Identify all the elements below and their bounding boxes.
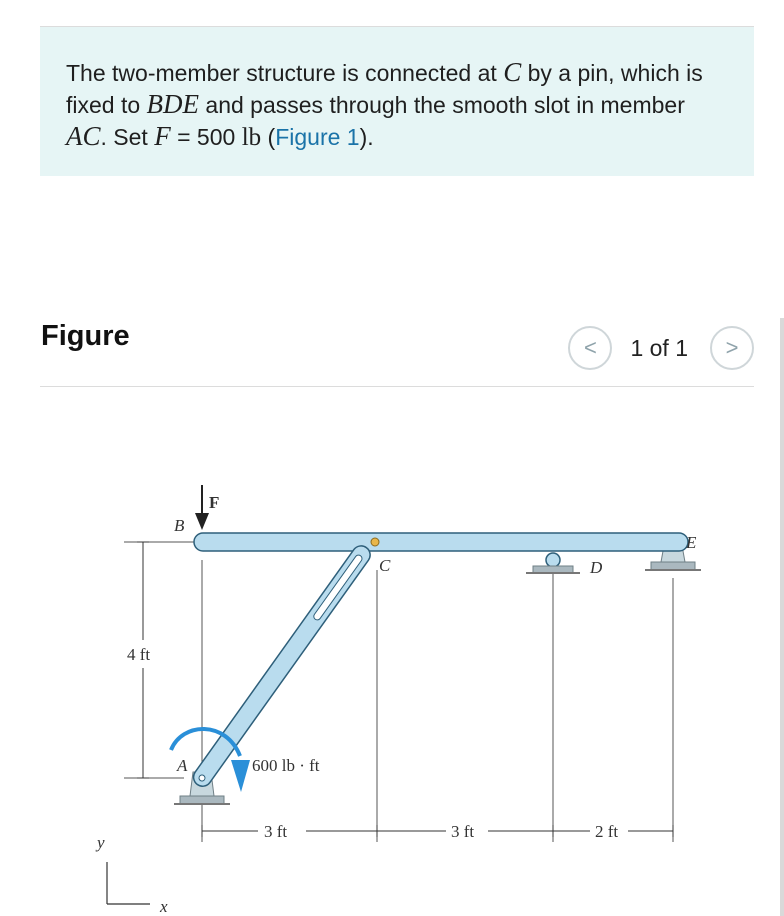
height-label: 4 ft: [127, 645, 151, 664]
label-a: A: [177, 756, 188, 775]
horizontal-dimensions: [202, 822, 673, 841]
math-C: C: [503, 57, 522, 87]
problem-text: and passes through the smooth slot in member: [199, 92, 685, 118]
coordinate-axes: [95, 833, 168, 916]
chevron-right-icon: >: [725, 335, 739, 360]
math-AC: AC: [66, 121, 101, 151]
label-e: E: [686, 533, 697, 552]
label-b: B: [174, 516, 185, 535]
label-c: C: [379, 556, 391, 575]
pin-c: [371, 538, 379, 546]
axis-x-label: x: [160, 897, 168, 916]
problem-text: The two-member structure is connected at: [66, 60, 504, 86]
support-d: [526, 553, 580, 573]
chevron-left-icon: <: [584, 335, 597, 360]
problem-text: (: [261, 124, 276, 150]
moment-arrowhead: [231, 760, 250, 792]
figure-link[interactable]: Figure 1: [275, 124, 360, 150]
member-ac: [190, 542, 374, 789]
label-f: F: [209, 493, 220, 512]
figure-heading: Figure: [41, 320, 130, 352]
math-lb: lb: [241, 124, 262, 151]
problem-text: by a pin, which is fixed to: [66, 60, 703, 118]
force-f-arrow: [195, 485, 209, 530]
figure-page-count: 1 of 1: [630, 334, 688, 361]
height-dimension: [127, 542, 150, 778]
axis-y-label: y: [97, 833, 105, 852]
math-BDE: BDE: [146, 89, 200, 119]
problem-text: . Set: [100, 124, 155, 150]
problem-text: = 500: [170, 124, 242, 150]
moment-label: 600 lb · ft: [252, 756, 320, 775]
math-F: F: [154, 121, 171, 151]
problem-text: ).: [359, 124, 374, 150]
label-d: D: [590, 558, 603, 577]
dim-label-2: 3 ft: [451, 822, 475, 841]
member-bde: [194, 533, 688, 551]
dim-label-1: 3 ft: [264, 822, 288, 841]
dim-label-3: 2 ft: [595, 822, 619, 841]
